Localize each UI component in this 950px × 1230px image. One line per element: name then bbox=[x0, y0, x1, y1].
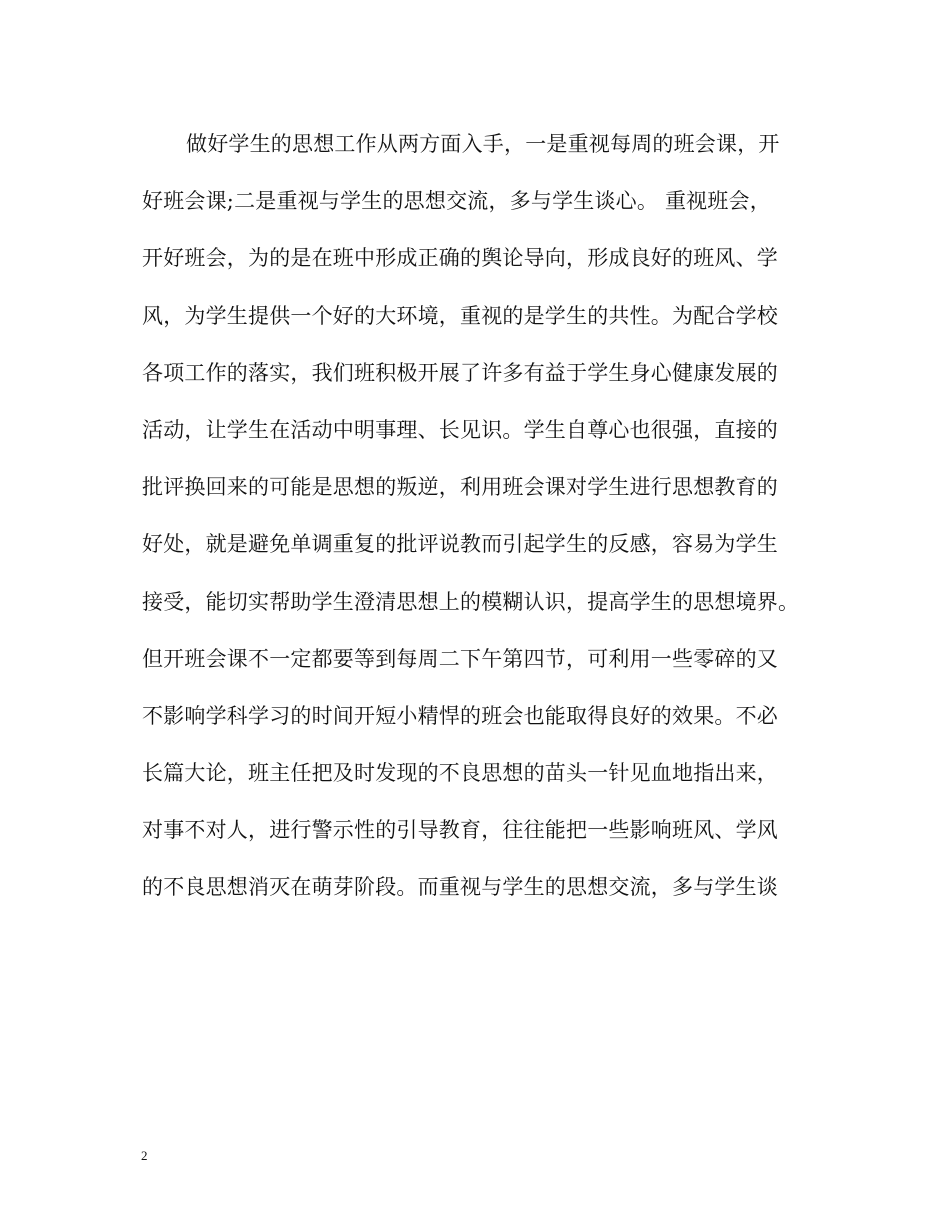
body-paragraph bbox=[142, 122, 812, 923]
text-line: 对事不对人，进行警示性的引导教育，往往能把一些影响班风、学风 bbox=[142, 818, 778, 843]
text-line: 风，为学生提供一个好的大环境，重视的是学生的共性。为配合学校 bbox=[142, 303, 778, 328]
text-line: 长篇大论，班主任把及时发现的不良思想的苗头一针见血地指出来， bbox=[142, 761, 778, 786]
text-line: 不影响学科学习的时间开短小精悍的班会也能取得良好的效果。不必 bbox=[142, 703, 778, 728]
text-line: 开好班会，为的是在班中形成正确的舆论导向，形成良好的班风、学 bbox=[142, 246, 778, 271]
text-line: 接受，能切实帮助学生澄清思想上的模糊认识，提高学生的思想境界。 bbox=[142, 589, 800, 614]
text-line: 批评换回来的可能是思想的叛逆，利用班会课对学生进行思想教育的 bbox=[142, 475, 778, 500]
text-line: 做好学生的思想工作从两方面入手，一是重视每周的班会课，开 bbox=[186, 132, 780, 156]
text-line: 各项工作的落实，我们班积极开展了许多有益于学生身心健康发展的 bbox=[142, 360, 778, 385]
page-number: 2 bbox=[141, 1148, 148, 1163]
text-line: 但开班会课不一定都要等到每周二下午第四节，可利用一些零碎的又 bbox=[142, 646, 778, 671]
text-line: 好处，就是避免单调重复的批评说教而引起学生的反感，容易为学生 bbox=[142, 532, 778, 557]
text-line: 的不良思想消灭在萌芽阶段。而重视与学生的思想交流，多与学生谈 bbox=[142, 875, 778, 900]
text-line: 活动，让学生在活动中明事理、长见识。学生自尊心也很强，直接的 bbox=[142, 417, 778, 442]
text-line: 好班会课;二是重视与学生的思想交流，多与学生谈心。 重视班会， bbox=[142, 189, 771, 214]
